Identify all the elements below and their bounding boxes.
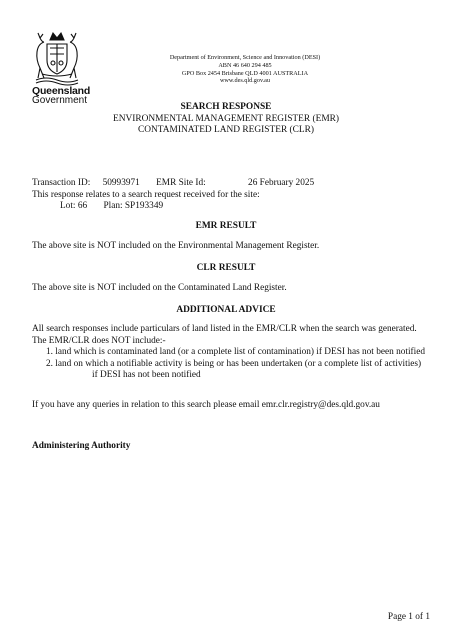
additional-advice-heading: ADDITIONAL ADVICE	[176, 305, 276, 315]
exclusions-list	[32, 347, 425, 382]
department-website: www.des.qld.gov.au	[219, 77, 271, 85]
logo-queensland-text: Queensland	[32, 85, 91, 97]
transaction-line	[32, 178, 314, 190]
logo-government-text: Government	[32, 95, 88, 106]
emr-result-heading: EMR RESULT	[195, 221, 257, 231]
administering-authority-label: Administering Authority	[32, 441, 131, 451]
department-abn: ABN 46 640 294 485	[218, 61, 272, 69]
transaction-info	[32, 178, 314, 213]
list-item-continuation: if DESI has not been notified	[92, 370, 201, 381]
lot-value: Lot: 66	[60, 201, 88, 212]
list-item: 1. land which is contaminated land (or a complete list of contamination) if DESI has not been notified	[46, 347, 426, 358]
document-titles	[0, 102, 452, 137]
title-clr: CONTAMINATED LAND REGISTER (CLR)	[137, 125, 315, 136]
lot-plan-line	[32, 201, 314, 213]
queries-text: If you have any queries in relation to this search please email emr.clr.registry@des.qld.gov.au	[32, 400, 380, 410]
department-info	[150, 54, 340, 85]
title-emr: ENVIRONMENTAL MANAGEMENT REGISTER (EMR)	[112, 113, 340, 124]
document-title: SEARCH RESPONSE	[180, 102, 272, 112]
page-number: Page 1 of 1	[387, 612, 430, 622]
plan-value: Plan: SP193349	[103, 201, 164, 212]
advice-paragraph-2: The EMR/CLR does NOT include:-	[32, 335, 166, 346]
emr-result-text: The above site is NOT included on the Environmental Management Register.	[32, 241, 320, 251]
clr-result-text: The above site is NOT included on the Contaminated Land Register.	[32, 283, 287, 293]
department-address: GPO Box 2454 Brisbane QLD 4001 AUSTRALIA	[181, 69, 309, 77]
department-name: Department of Environment, Science and Innovation (DESI)	[169, 54, 321, 61]
relates-text: This response relates to a search request received for the site:	[32, 189, 260, 200]
queensland-government-logo	[28, 30, 98, 105]
transaction-id-label: Transaction ID:	[32, 178, 91, 188]
transaction-id-value: 50993971	[102, 178, 140, 188]
list-item: 2. land on which a notifiable activity is being or has been undertaken (or a complete list of activities)	[46, 358, 422, 369]
advice-paragraph-1: All search responses include particulars of land listed in the EMR/CLR when the search was generated.	[32, 324, 417, 334]
additional-advice-body	[32, 324, 425, 382]
clr-result-heading: CLR RESULT	[196, 263, 256, 273]
emr-site-id-label: EMR Site Id:	[156, 178, 206, 188]
coat-of-arms-icon	[28, 30, 86, 86]
search-date: 26 February 2025	[248, 178, 315, 188]
